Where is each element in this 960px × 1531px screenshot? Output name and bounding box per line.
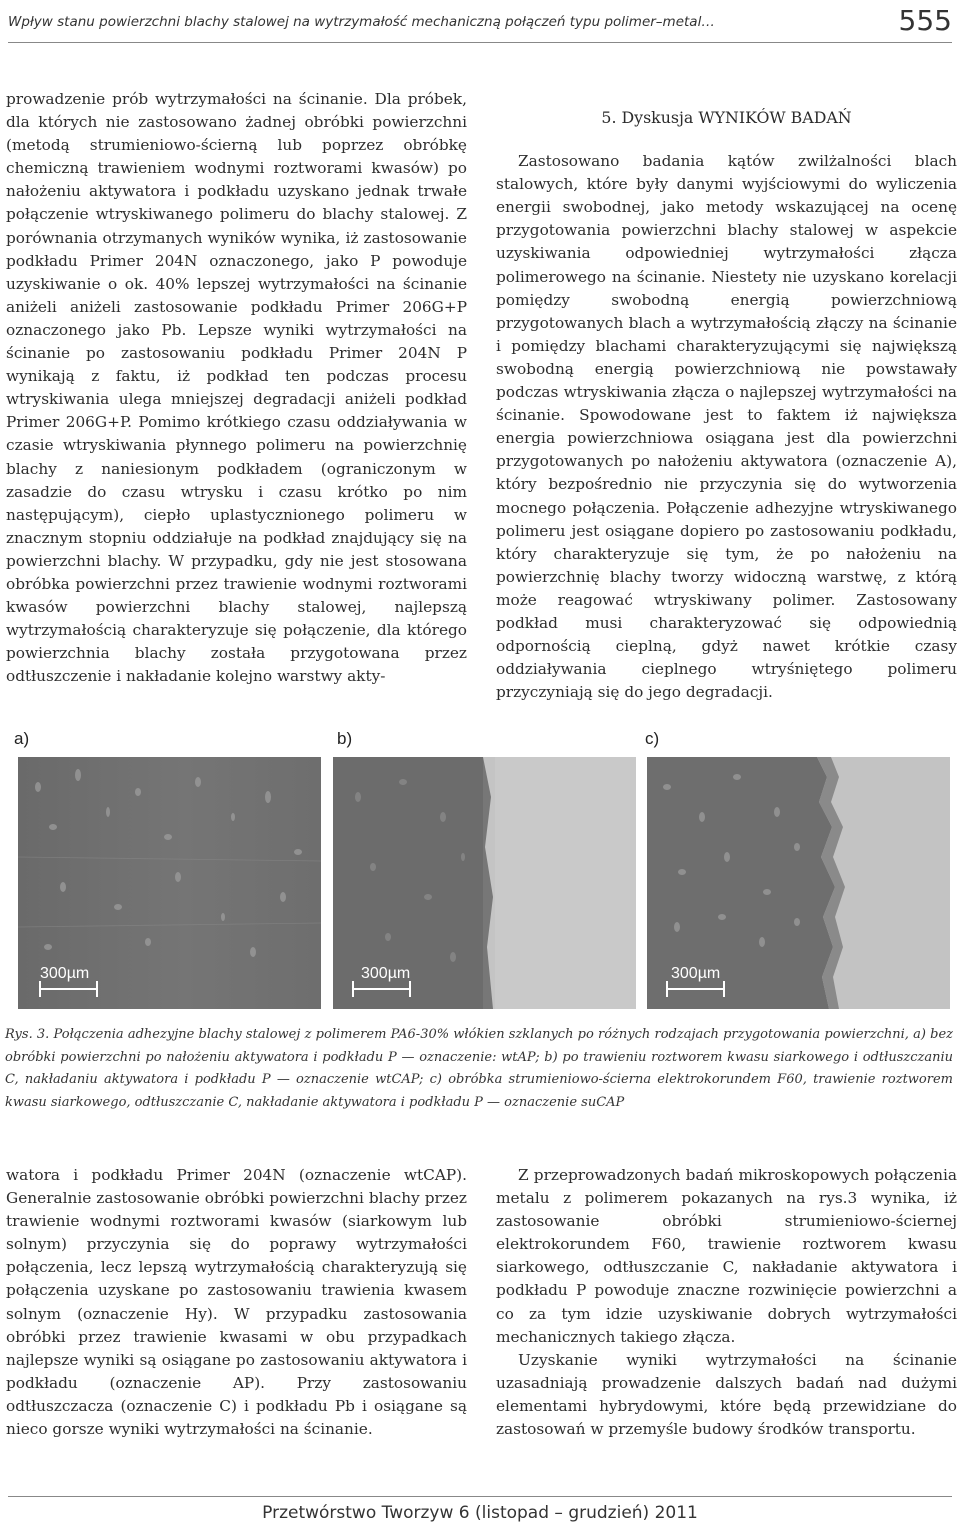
- left-column-top: [6, 88, 467, 688]
- panel-label-b: b): [337, 729, 353, 748]
- page-number: 555: [898, 4, 952, 37]
- right-column-top: [496, 106, 957, 704]
- scale-bar-label: 300µm: [361, 965, 411, 982]
- scale-bar-label: 300µm: [40, 965, 90, 982]
- caption-text: Połączenia adhezyjne blachy stalowej z polimerem PA6-30% włókien szklanych po różnych rodzajach przygotowania powierzchni, a) bez obróbki powierzchni po nałożeniu aktywatora i podkładu P — oznaczenie: wtAP; b) po trawieniu roztworem kwasu siarkowego i odtłuszczaniu C, nakładaniu aktywatora i podkładu P — oznaczenie wtCAP; c) obróbka strumieniowo-ścierna elektrokorundem F60, trawienie roztworem kwasu siarkowego, odtłuszczanie C, nakładanie aktywatora i podkładu P — oznaczenie suCAP: [5, 1027, 953, 1110]
- section-heading: 5. Dyskusja WYNIKÓW BADAŃ: [601, 108, 852, 127]
- paragraph: Z przeprowadzonych badań mikroskopowych połączenia metalu z polimerem pokazanych na rys.3 wynika, iż zastosowanie obróbki strumieniowo-ściernej elektrokorundem F60, trawienie roztworem kwasu siarkowego, odtłuszczanie C, nakładanie aktywatora i podkładu P powoduje znaczne rozwinięcie powierzchni a co za tym idzie uzyskiwanie dobrych wytrzymałości mechanicznych takiego złącza.: [496, 1166, 957, 1346]
- micrograph-b: [333, 757, 636, 1009]
- paragraph: Zastosowano badania kątów zwilżalności blach stalowych, które były danymi wyjściowymi do wyliczenia energii swobodnej, jako metody wskazującej na ocenę przygotowania powierzchni blachy stalowej w aspekcie uzyskiwania odpowiedniej wytrzymałości złącza polimerowego na ścinanie. Niestety nie uzyskano korelacji pomiędzy swobodną energią powierzchniową przygotowanych blach a wytrzymałością złączy na ścinanie i pomiędzy blachami charakteryzującymi się największą swobodną energią powierzchniową nie powstawały podczas wtryskiwania złącza o najlepszej wytrzymałości na ścinanie. Spowodowane jest to faktem iż największa energia powierzchniowa osiągana jest dla powierzchni przygotowanych po nałożeniu aktywatora (oznaczenie A), który bezpośrednio nie przyczynia się do wytworzenia mocnego połączenia. Połączenie adhezyjne wtryskiwanego polimeru jest osiągane dopiero po zastosowaniu podkładu, który charakteryzuje się tym, że po nałożeniu na powierzchnię blachy tworzy widoczną warstwę, z którą może reagować wtryskiwany polimer. Zastosowany podkład musi charakteryzować się odpowiednią odpornością cieplną, gdyż nawet krótkie czasy oddziaływania cieplnego wtryśniętego polimeru przyczyniają się do jego degradacji.: [496, 152, 957, 702]
- running-title: Wpływ stanu powierzchni blachy stalowej na wytrzymałość mechaniczną połączeń typu polimer–metal…: [8, 14, 715, 30]
- paragraph: Uzyskanie wyniki wytrzymałości na ścinanie uzasadniają prowadzenie dalszych badań nad dużymi elementami hybrydowymi, które będą przewidziane do zastosowań w przemyśle budowy środków transportu.: [496, 1350, 957, 1439]
- left-column-bottom: [6, 1164, 467, 1441]
- paragraph: prowadzenie prób wytrzymałości na ścinanie. Dla próbek, dla których nie zastosowano żadnej obróbki powierzchni (metodą strumieniowo-ścierną lub poprzez obróbkę chemiczną trawieniem wodnymi roztworami kwasów) po nałożeniu aktywatora i podkładu uzyskano jednak trwałe połączenie wtryskiwanego polimeru do blachy stalowej. Z porównania otrzymanych wyników wynika, iż zastosowanie podkładu Primer 204N oznaczonego, jako P powoduje uzyskiwanie o ok. 40% lepszej wytrzymałości na ścinanie aniżeli aniżeli zastosowanie podkładu Primer 206G+P oznaczonego jako Pb. Lepsze wyniki wytrzymałości na ścinanie po zastosowaniu podkładu Primer 204N P wynikają z faktu, iż podkład ten podczas procesu wtryskiwania ulega mniejszej degradacji aniżeli podkład Primer 206G+P. Pomimo krótkiego czasu oddziaływania w czasie wtryskiwania płynnego polimeru na powierzchnię blachy z naniesionym podkładem (ograniczonym w zasadzie do czasu wtrysku i czasu krótko po nim następującym), ciepło uplastycznionego polimeru w znacznym stopniu oddziałuje na podkład znajdujący się na powierzchni blachy. W przypadku, gdy nie jest stosowana obróbka powierzchni przez trawienie wodnymi roztworami kwasów powierzchni blachy stalowej, najlepszą wytrzymałością charakteryzuje się połączenie, dla którego powierzchnia blachy została przygotowana przez odtłuszczenie i nakładanie kolejno warstwy akty-: [6, 90, 467, 686]
- panel-label-a: a): [14, 729, 30, 748]
- header-rule: [8, 42, 952, 43]
- running-head: [8, 4, 952, 42]
- scale-bar-label: 300µm: [671, 965, 721, 982]
- footer-rule: [8, 1496, 952, 1497]
- paragraph: watora i podkładu Primer 204N (oznaczenie wtCAP). Generalnie zastosowanie obróbki powierzchni blachy przez trawienie wodnymi roztworami kwasów (siarkowym lub solnym) przyczynia się do poprawy wytrzymałości połączenia, lecz lepszą wytrzymałością charakteryzują się połączenia uzyskane po zastosowaniu trawienia kwasem solnym (oznaczenie Hy). W przypadku zastosowania obróbki przez trawienie kwasami w obu przypadkach najlepsze wyniki są osiągane po zastosowaniu aktywatora i podkładu (oznaczenie AP). Przy zastosowaniu odtłuszczacza (oznaczenie C) i podkładu Pb i osiągane są nieco gorsze wyniki wytrzymałości na ścinanie.: [6, 1166, 467, 1439]
- right-column-bottom: [496, 1164, 957, 1441]
- figure-caption: [5, 1024, 953, 1114]
- micrograph-a: [18, 757, 321, 1009]
- caption-prefix: Rys. 3.: [5, 1027, 50, 1042]
- journal-footer: Przetwórstwo Tworzyw 6 (listopad – grudzień) 2011: [262, 1503, 698, 1523]
- micrograph-c: [647, 757, 950, 1009]
- panel-label-c: c): [645, 729, 660, 748]
